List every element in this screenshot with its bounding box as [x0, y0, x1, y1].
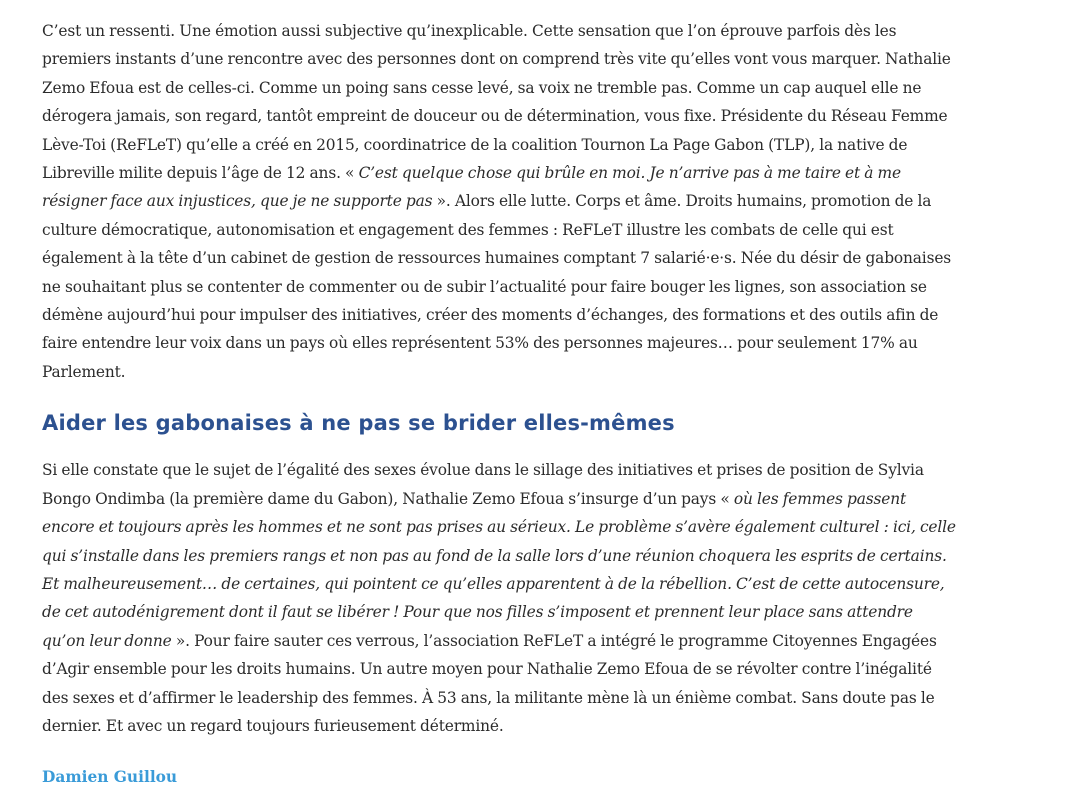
- author-name[interactable]: Damien Guillou: [42, 768, 178, 787]
- paragraph-1-quote: C’est quelque chose qui brûle en moi. Je n’arrive pas à me taire et à me résigner face aux injustices, que je ne supporte pas: [42, 164, 901, 211]
- paragraph-1-text-end: ». Alors elle lutte. Corps et âme. Droits humains, promotion de la culture démocratique, autonomisation et engagement des femmes : ReFLeT illustre les combats de celle qui est également à la tête d’un cabinet de gestion de ressources humaines comptant 7 salarié·e·s. Née du désir de gabonaises ne souhaitant plus se contenter de commenter ou de subir l’actualité pour faire bouger les lignes, son association se démène aujourd’hui pour impulser des initiatives, créer des moments d’échanges, des formations et des outils afin de faire entendre leur voix dans un pays où elles représentent 53% des personnes majeures… pour seulement 17% au Parlement.: [42, 192, 952, 381]
- article-paragraph-1: [42, 17, 957, 386]
- paragraph-1-text-start: C’est un ressenti. Une émotion aussi subjective qu’inexplicable. Cette sensation que l’on éprouve parfois dès les premiers instants d’une rencontre avec des personnes dont on comprend très vite qu’elles vont vous marquer. Nathalie Zemo Efoua est de celles-ci. Comme un poing sans cesse levé, sa voix ne tremble pas. Comme un cap auquel elle ne dérogera jamais, son regard, tantôt empreint de douceur ou de détermination, vous fixe. Présidente du Réseau Femme Lève-Toi (ReFLeT) qu’elle a créé en 2015, coordinatrice de la coalition Tournon La Page Gabon (TLP), la native de Libreville milite depuis l’âge de 12 ans. «: [42, 22, 951, 183]
- article-paragraph-2: [42, 456, 957, 740]
- section-heading: Aider les gabonaises à ne pas se brider elles-mêmes: [42, 411, 675, 436]
- article-body: [42, 17, 957, 789]
- paragraph-2-text-start: Si elle constate que le sujet de l’égalité des sexes évolue dans le sillage des initiatives et prises de position de Sylvia Bongo Ondimba (la première dame du Gabon), Nathalie Zemo Efoua s’insurge d’un pays «: [42, 461, 924, 508]
- paragraph-2-text-end: ». Pour faire sauter ces verrous, l’association ReFLeT a intégré le programme Citoyennes Engagées d’Agir ensemble pour les droits humains. Un autre moyen pour Nathalie Zemo Efoua de se révolter contre l’inégalité des sexes et d’affirmer le leadership des femmes. À 53 ans, la militante mène là un énième combat. Sans doute pas le dernier. Et avec un regard toujours furieusement déterminé.: [42, 631, 937, 735]
- paragraph-2-quote: où les femmes passent encore et toujours après les hommes et ne sont pas prises au sérieux. Le problème s’avère également culturel : ici, celle qui s’installe dans les premiers rangs et non pas au fond de la salle lors d’une réunion choquera les esprits de certains. Et malheureusement… de certaines, qui pointent ce qu’elles apparentent à de la rébellion. C’est de cette autocensure, de cet autodénigrement dont il faut se libérer ! Pour que nos filles s’imposent et prennent leur place sans attendre qu’on leur donne: [42, 489, 956, 650]
